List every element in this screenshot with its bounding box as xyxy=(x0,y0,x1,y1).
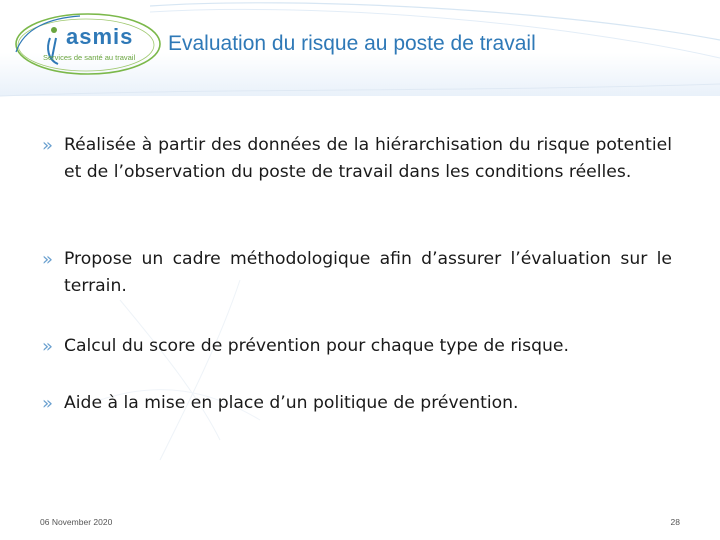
double-chevron-right-icon: » xyxy=(42,135,54,156)
footer-date: 06 November 2020 xyxy=(40,517,113,527)
bullet-text: Propose un cadre méthodologique afin d’assurer l’évaluation sur le terrain. xyxy=(64,249,672,296)
bullet-item xyxy=(42,132,672,186)
asmis-logo xyxy=(10,8,162,80)
double-chevron-right-icon: » xyxy=(42,249,54,270)
bullet-item xyxy=(42,246,672,300)
footer-page-number: 28 xyxy=(670,517,680,527)
double-chevron-right-icon: » xyxy=(42,336,54,357)
logo-wordmark: asmis xyxy=(66,24,134,49)
double-chevron-right-icon: » xyxy=(42,393,54,414)
slide-title: Evaluation du risque au poste de travail xyxy=(168,32,536,55)
logo-tagline: Services de santé au travail xyxy=(43,53,136,62)
bullet-text: Calcul du score de prévention pour chaque type de risque. xyxy=(64,336,569,356)
bullet-text: Aide à la mise en place d’un politique de prévention. xyxy=(64,393,519,413)
bullet-item xyxy=(42,390,672,417)
bullet-item xyxy=(42,333,672,360)
bullet-text: Réalisée à partir des données de la hiérarchisation du risque potentiel et de l’observation du poste de travail dans les conditions réelles. xyxy=(64,135,672,182)
